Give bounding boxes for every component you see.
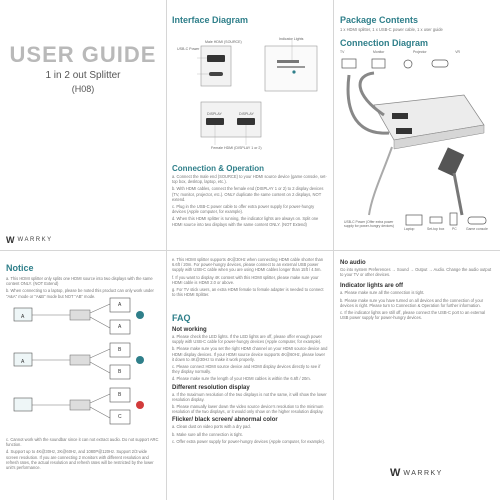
- mode-letter: B: [118, 347, 122, 353]
- interface-panel: [167, 0, 333, 250]
- faq-heading: Not working: [172, 327, 207, 333]
- faq-item: b. Please manually lower down the video source device's resolution to the minimum resolution of the two displays, or it would only show on the higher resolution display.: [172, 404, 324, 415]
- troubleshoot-item: Go into system Preferences → Sound → Output → Audio. Change the audio output to your TV or other devices.: [340, 267, 492, 278]
- troubleshoot-heading: No audio: [340, 260, 366, 266]
- connection-diagram: [334, 55, 500, 245]
- faq-item: d. Please make sure the length of your HDMI cables is within the 6.6ft / 20m.: [172, 376, 311, 382]
- device-projector: Projector: [413, 50, 427, 54]
- faq-item: a. Please check the LED lights. If the LED lights are off, please offer enough power supply with USB-C cable for power-hungry devices (Apple computer, for example).: [172, 334, 323, 345]
- projector-icon: [404, 60, 412, 68]
- faq-intro-item: g. For TV stick users, an extra HDMI female to female adapter is needed to connect to this HDMI Splitter.: [172, 287, 324, 298]
- check-icon: [136, 311, 144, 319]
- troubleshoot-sections: [340, 257, 494, 322]
- faq-item: b. Please make sure you set the right HDMI channel on your HDMI source device and HDMI display devices. If your HDMI source device supports 4K@60Hz, please lower it down to 4K@30Hz to make it work properly.: [172, 346, 328, 362]
- connection-step: c. Plug in the USB-C power cable to offer extra power supply for power-hungry devices (Apple computer, for example).: [172, 204, 315, 215]
- top-device-row: [340, 50, 460, 54]
- device-game-console: Game console: [466, 227, 488, 231]
- warrky-logo-icon: W: [6, 235, 15, 245]
- laptop-icon: [406, 215, 422, 225]
- package-title: Package Contents: [340, 15, 419, 25]
- back-brand: WARRKY: [403, 469, 443, 477]
- faq-item: c. Offer extra power supply for power-hungry devices (Apple computer, for example).: [172, 438, 326, 444]
- pc-icon: [450, 213, 457, 225]
- notice-item: d. Support up to 4K@30Hz, 2K@60Hz, and 1080P@120Hz. Support 2/3 wide screen resolution. If you are connecting 2 monitors with different resolution and refresh rates, the actual resolution and refresh rates will be restricted by the lower unit's performance.: [6, 449, 154, 471]
- faq-item: a. If the maximum resolution of the two displays is not the same, it will show the lower resolution display.: [172, 391, 327, 402]
- splitter-top-view: [201, 46, 231, 86]
- device-usbc-power: USB-C Power (Offer extra power supply for power-hungry devices): [344, 220, 394, 228]
- troubleshoot-item: c. If the indicator lights are still off, please connect the USB-C port to an external USB power supply for power-hungry devices.: [340, 310, 486, 321]
- faq-item: c. Please connect HDMI source device and HDMI display devices directly to see if they display normally.: [172, 364, 321, 375]
- splitter-icon: [70, 310, 90, 320]
- device-pc: PC: [452, 227, 457, 231]
- female-hdmi-label: Female HDMI (DISPLAY 1 or 2): [211, 146, 262, 150]
- check-icon: [136, 356, 144, 364]
- device-tv: TV: [340, 50, 345, 54]
- mode-letter: B: [118, 392, 122, 398]
- cross-icon: [136, 401, 144, 409]
- male-hdmi-label: Male HDMI (SOURCE): [205, 40, 242, 44]
- set-top-box-icon: [430, 217, 442, 223]
- display1-port-icon: [206, 118, 224, 125]
- cover-subtitle: 1 in 2 out Splitter: [45, 70, 121, 81]
- connection-title: Connection & Operation: [172, 164, 264, 173]
- faq-title: FAQ: [172, 313, 191, 323]
- faq-intro-item: e. This HDMI splitter supports 4K@30Hz when connecting HDMI cable shorter than 6.6ft / 20m. For power-hungry devices, please connect to an external USB power supply with USB-C cable when you are using HDMI cables longer than 15ft / 4.5m.: [172, 257, 324, 273]
- game-console-icon: [468, 217, 486, 224]
- device-laptop: Laptop: [404, 227, 415, 231]
- faq-heading: Different resolution display: [172, 384, 250, 391]
- cover-logo: [6, 235, 53, 245]
- display-port-icon: [392, 113, 408, 119]
- hdmi-port-icon: [207, 55, 225, 62]
- mode-letter: A: [118, 302, 122, 308]
- notice-item: a. This HDMI splitter only splits one HDMI source into two displays with the same content ONLY. (NOT Extend): [6, 276, 153, 287]
- connection-steps: [172, 174, 328, 229]
- cover-title: USER GUIDE: [9, 42, 157, 67]
- troubleshoot-panel: [334, 251, 500, 500]
- interface-title: Interface Diagram: [172, 15, 249, 25]
- back-logo: [390, 467, 443, 479]
- device-set-top-box: Set-top box: [427, 227, 445, 231]
- mode-letter: C: [118, 414, 122, 420]
- troubleshoot-heading: Indicator lights are off: [340, 283, 404, 290]
- mode-diagram: [0, 296, 166, 431]
- notice-item: c. Cannot work with the soundbar since it can not extract audio. Do not support ARC function.: [6, 437, 159, 448]
- faq-sections: [172, 324, 328, 446]
- mode-letter: B: [118, 369, 122, 375]
- mode-letter: A: [21, 359, 25, 365]
- mode-letter: A: [118, 324, 122, 330]
- display2-port-icon: [237, 118, 255, 125]
- warrky-logo-icon: W: [390, 467, 401, 479]
- notice-item: b. When connecting to a laptop, please be noted this product can only work under "A&A" mode or "A&B" mode but NOT "AB" mode.: [6, 288, 154, 299]
- package-contents: 1 x HDMI splitter, 1 x USB-C power cable, 1 x user guide: [340, 27, 443, 32]
- faq-item: a. Clean dust on video ports with a dry pad.: [172, 424, 251, 430]
- device-monitor: Monitor: [373, 50, 385, 54]
- connection-step: b. With HDMI cables, connect the female end (DISPLAY 1 or 2) to 2 display devices (TV, monitor, projector, etc.). ONLY duplicate the same content on 2 displays, NOT extend.: [172, 186, 324, 202]
- indicator-label: Indicator Lights: [279, 37, 304, 41]
- splitter-icon: [70, 355, 90, 365]
- faq-item: b. Make sure all the connection is tight.: [172, 431, 243, 437]
- cover-model: (H08): [71, 84, 95, 94]
- device-vr: VR: [455, 50, 460, 54]
- display-port-icon: [396, 128, 412, 134]
- laptop-icon: [14, 398, 32, 411]
- usbc-port-icon: [209, 72, 223, 76]
- connection-diagram-title: Connection Diagram: [340, 38, 429, 48]
- troubleshoot-item: b. Please make sure you have turned on all devices and the connection of your devices is right. Please turn to Connection & Operation for further information.: [340, 297, 484, 308]
- faq-panel: [167, 251, 333, 500]
- connection-step: a. Connect the male end (SOURCE) to your HDMI source device (game console, set-top box, desktop, laptop, etc.).: [172, 174, 327, 185]
- indicator-light-icon: [292, 70, 295, 73]
- cover-brand: WARRKY: [17, 237, 53, 243]
- splitter-indicator-view: [265, 46, 317, 91]
- display2-label: DISPLAY: [239, 112, 254, 116]
- notice-panel: [0, 251, 166, 500]
- notice-bottom-items: [6, 437, 160, 472]
- usbc-label: USB-C Power: [177, 47, 200, 51]
- vr-icon: [432, 60, 448, 67]
- connection-step: d. When this HDMI splitter is running, the indicator lights are always on. Split one HDMI source into two displays with the same content ONLY. (NOT Extend): [172, 216, 319, 227]
- mode-letter: A: [21, 314, 25, 320]
- tv-icon: [342, 59, 356, 68]
- notice-title: Notice: [6, 263, 34, 273]
- package-panel: [334, 0, 500, 250]
- faq-intro-items: [172, 257, 328, 299]
- display1-label: DISPLAY: [207, 112, 222, 116]
- faq-heading: Flicker/ black screen/ abnormal color: [172, 417, 278, 424]
- hdmi-plug-icon: [438, 147, 464, 176]
- usbc-cable: [369, 147, 392, 215]
- troubleshoot-item: a. Please make sure all the connection is tight.: [340, 290, 425, 296]
- cover-panel: [0, 0, 166, 250]
- splitter-icon: [70, 400, 90, 410]
- faq-intro-item: f. If you want to display 4K content with this HDMI splitter, please make sure your HDMI cable is HDMI 2.0 or above.: [172, 274, 319, 285]
- monitor-icon: [372, 59, 385, 68]
